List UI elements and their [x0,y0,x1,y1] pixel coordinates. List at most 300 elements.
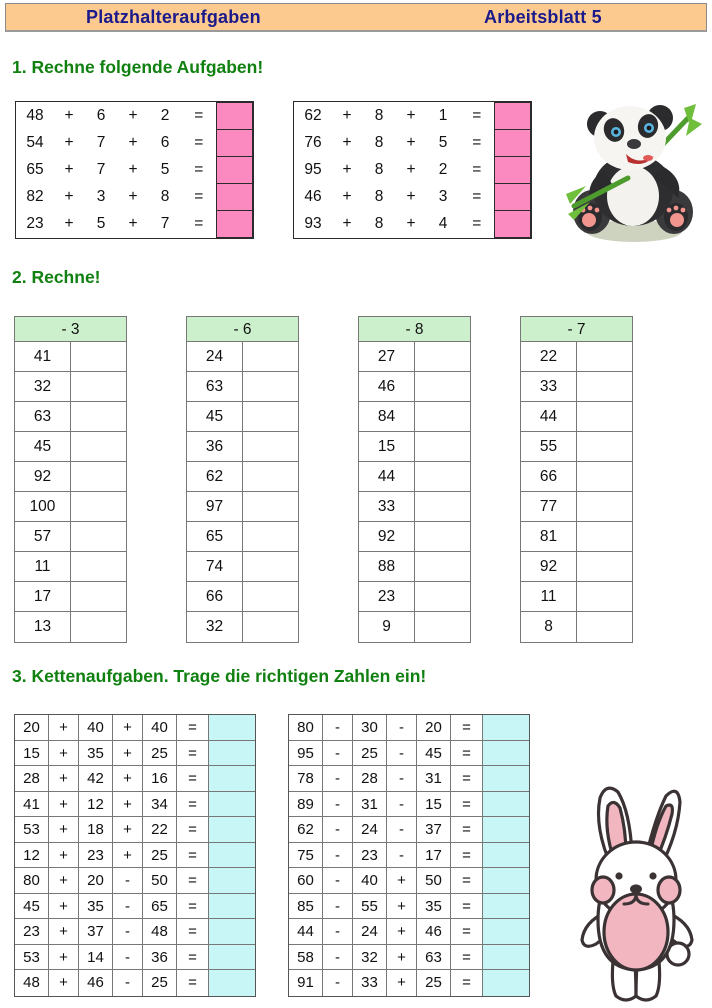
answer-cell[interactable] [494,184,530,211]
operator-2: + [387,894,417,919]
answer-cell[interactable] [216,103,252,130]
operand-b: 32 [353,945,387,970]
operator-2: + [406,134,416,151]
operand-value: 44 [359,462,415,491]
answer-cell[interactable] [577,372,632,401]
operand-value: 11 [15,552,71,581]
answer-cell[interactable] [415,432,470,461]
operand-value: 100 [15,492,71,521]
rabbit-illustration [562,772,710,1008]
operator-1: - [323,919,353,944]
equals-sign: = [451,945,483,970]
table-row [16,184,252,211]
equals-sign: = [451,715,483,740]
answer-cell[interactable] [483,741,529,766]
equals-sign: = [177,843,209,868]
operand-b: 24 [353,817,387,842]
exercise-2-column-2 [186,316,299,643]
operator-2: - [113,919,143,944]
answer-cell[interactable] [243,342,298,371]
answer-cell[interactable] [71,492,126,521]
operand-value: 45 [15,432,71,461]
table-row [521,402,632,432]
table-row [187,492,298,522]
table-row [187,552,298,582]
worksheet-number: Arbeitsblatt 5 [484,7,602,27]
table-row [15,522,126,552]
answer-cell[interactable] [577,462,632,491]
table-row [294,157,530,184]
table-row [289,945,529,971]
operand-c: 5 [438,134,448,151]
operand-c: 16 [143,766,177,791]
exercise-1-heading: 1. Rechne folgende Aufgaben! [12,57,264,77]
answer-cell[interactable] [243,522,298,551]
operand-c: 37 [417,817,451,842]
table-row [521,492,632,522]
operand-b: 12 [79,792,113,817]
answer-cell[interactable] [483,868,529,893]
answer-cell[interactable] [415,342,470,371]
answer-cell[interactable] [494,130,530,157]
operand-value: 66 [187,582,243,611]
operand-value: 92 [521,552,577,581]
table-row [15,741,255,767]
answer-cell[interactable] [209,945,255,970]
operand-value: 62 [187,462,243,491]
operand-value: 46 [359,372,415,401]
table-row [15,402,126,432]
answer-cell[interactable] [577,402,632,431]
operand-value: 92 [15,462,71,491]
operand-value: 32 [15,372,71,401]
answer-cell[interactable] [209,766,255,791]
operand-b: 31 [353,792,387,817]
answer-cell[interactable] [483,945,529,970]
answer-cell[interactable] [494,157,530,184]
answer-cell[interactable] [216,211,252,238]
answer-cell[interactable] [415,402,470,431]
operator-2: + [113,843,143,868]
operator-1: + [342,215,352,232]
operator-1: - [323,792,353,817]
operand-c: 25 [143,843,177,868]
operand-a: 62 [289,817,323,842]
operand-b: 8 [374,161,384,178]
operand-a: 80 [289,715,323,740]
operator-2: + [113,715,143,740]
operand-c: 25 [417,970,451,996]
table-row [359,612,470,642]
table-row [15,372,126,402]
table-row [16,130,252,157]
operator-2: + [387,945,417,970]
column-header: - 7 [521,317,632,342]
operand-c: 5 [160,161,170,178]
answer-cell[interactable] [577,342,632,371]
operand-value: 24 [187,342,243,371]
operand-c: 45 [417,741,451,766]
answer-cell[interactable] [577,522,632,551]
operator-1: + [49,919,79,944]
answer-cell[interactable] [483,715,529,740]
operator-2: + [128,215,138,232]
answer-cell[interactable] [71,582,126,611]
table-row [16,157,252,184]
table-row [16,103,252,130]
operator-2: - [113,894,143,919]
table-row [521,522,632,552]
answer-cell[interactable] [483,843,529,868]
operand-a: 53 [15,945,49,970]
table-row [15,432,126,462]
operand-a: 58 [289,945,323,970]
operand-value: 32 [187,612,243,642]
answer-cell[interactable] [71,372,126,401]
operator-2: + [387,868,417,893]
operand-b: 7 [96,161,106,178]
table-row [15,843,255,869]
table-row [15,492,126,522]
exercise-1-table-1 [15,101,254,239]
operand-c: 50 [143,868,177,893]
answer-cell[interactable] [415,552,470,581]
operator-2: + [113,817,143,842]
operand-c: 35 [417,894,451,919]
table-row [15,945,255,971]
equals-sign: = [177,894,209,919]
operand-value: 55 [521,432,577,461]
operator-2: - [387,741,417,766]
answer-cell[interactable] [209,741,255,766]
operand-a: 48 [15,970,49,996]
answer-cell[interactable] [71,402,126,431]
table-row [15,582,126,612]
operand-c: 36 [143,945,177,970]
exercise-2-column-3 [358,316,471,643]
operand-a: 80 [15,868,49,893]
answer-cell[interactable] [494,211,530,238]
answer-cell[interactable] [415,492,470,521]
operator-1: + [49,970,79,996]
operand-c: 50 [417,868,451,893]
operand-c: 25 [143,741,177,766]
equals-sign: = [451,843,483,868]
operand-value: 81 [521,522,577,551]
operand-b: 23 [79,843,113,868]
operand-c: 15 [417,792,451,817]
operator-1: - [323,766,353,791]
operator-2: + [387,970,417,996]
operand-b: 35 [79,894,113,919]
answer-cell[interactable] [494,103,530,130]
operand-a: 93 [304,215,322,232]
answer-cell[interactable] [415,372,470,401]
answer-cell[interactable] [415,582,470,611]
equals-sign: = [177,766,209,791]
table-row [294,184,530,211]
operator-2: + [406,215,416,232]
operand-value: 41 [15,342,71,371]
column-header: - 6 [187,317,298,342]
operand-a: 95 [304,161,322,178]
operand-value: 33 [359,492,415,521]
operand-a: 95 [289,741,323,766]
page-title: Platzhalteraufgaben [86,7,261,27]
answer-cell[interactable] [243,552,298,581]
operand-b: 24 [353,919,387,944]
table-row [289,970,529,996]
table-row [521,612,632,642]
answer-cell[interactable] [209,817,255,842]
operand-a: 20 [15,715,49,740]
operator-1: + [342,161,352,178]
equals-sign: = [194,161,204,178]
answer-cell[interactable] [577,582,632,611]
operand-a: 91 [289,970,323,996]
answer-cell[interactable] [243,372,298,401]
operand-b: 8 [374,215,384,232]
operator-2: - [387,792,417,817]
answer-cell[interactable] [71,612,126,642]
column-header: - 8 [359,317,470,342]
operand-value: 36 [187,432,243,461]
answer-cell[interactable] [209,715,255,740]
table-row [187,462,298,492]
equals-sign: = [451,868,483,893]
answer-cell[interactable] [415,462,470,491]
equals-sign: = [177,868,209,893]
operand-value: 11 [521,582,577,611]
answer-cell[interactable] [483,919,529,944]
answer-cell[interactable] [71,342,126,371]
operator-1: - [323,894,353,919]
equals-sign: = [194,134,204,151]
operand-value: 77 [521,492,577,521]
operand-value: 66 [521,462,577,491]
equals-sign: = [177,741,209,766]
table-row [187,582,298,612]
equals-sign: = [451,894,483,919]
table-row [187,432,298,462]
operand-a: 60 [289,868,323,893]
operand-b: 8 [374,107,384,124]
operator-2: + [113,792,143,817]
answer-cell[interactable] [577,612,632,642]
equals-sign: = [451,817,483,842]
operator-1: + [64,215,74,232]
answer-cell[interactable] [243,402,298,431]
operator-2: - [113,868,143,893]
operand-a: 44 [289,919,323,944]
operand-value: 17 [15,582,71,611]
operand-b: 3 [96,188,106,205]
equals-sign: = [451,970,483,996]
operand-a: 78 [289,766,323,791]
operand-a: 23 [15,919,49,944]
equals-sign: = [177,970,209,996]
operand-b: 33 [353,970,387,996]
exercise-1-table-2 [293,101,532,239]
operator-1: + [49,715,79,740]
operator-2: + [113,766,143,791]
answer-cell[interactable] [243,612,298,642]
operator-2: + [128,107,138,124]
operator-1: - [323,715,353,740]
table-row [289,766,529,792]
operand-c: 22 [143,817,177,842]
equals-sign: = [177,919,209,944]
answer-cell[interactable] [209,792,255,817]
operand-c: 2 [160,107,170,124]
operand-a: 82 [26,188,44,205]
operand-c: 8 [160,188,170,205]
operand-c: 63 [417,945,451,970]
table-row [15,817,255,843]
operand-b: 40 [353,868,387,893]
operand-a: 75 [289,843,323,868]
answer-cell[interactable] [209,919,255,944]
table-row [15,462,126,492]
answer-cell[interactable] [577,432,632,461]
answer-cell[interactable] [577,492,632,521]
operand-b: 37 [79,919,113,944]
table-row [521,552,632,582]
operator-1: - [323,945,353,970]
operator-2: + [128,188,138,205]
exercise-3-table-2 [288,714,530,997]
operator-2: + [406,161,416,178]
operator-2: - [113,945,143,970]
operand-b: 18 [79,817,113,842]
operator-1: + [64,188,74,205]
table-row [15,766,255,792]
answer-cell[interactable] [71,432,126,461]
table-row [294,103,530,130]
operator-1: + [342,107,352,124]
exercise-2-heading: 2. Rechne! [12,267,101,287]
exercise-3-heading: 3. Kettenaufgaben. Trage die richtigen Zahlen ein! [12,666,427,686]
operand-value: 63 [187,372,243,401]
answer-cell[interactable] [209,894,255,919]
operand-a: 46 [304,188,322,205]
answer-cell[interactable] [71,522,126,551]
table-row [294,130,530,157]
operand-c: 46 [417,919,451,944]
table-row [359,462,470,492]
operand-value: 27 [359,342,415,371]
operand-value: 13 [15,612,71,642]
operand-b: 6 [96,107,106,124]
answer-cell[interactable] [483,817,529,842]
answer-cell[interactable] [71,552,126,581]
table-row [521,372,632,402]
operand-value: 97 [187,492,243,521]
table-row [187,402,298,432]
table-row [187,612,298,642]
operand-value: 23 [359,582,415,611]
operand-a: 65 [26,161,44,178]
operand-a: 62 [304,107,322,124]
operand-value: 8 [521,612,577,642]
answer-cell[interactable] [71,462,126,491]
exercise-2-column-4 [520,316,633,643]
answer-cell[interactable] [209,970,255,996]
operator-2: - [387,817,417,842]
operand-value: 57 [15,522,71,551]
operator-1: + [342,134,352,151]
answer-cell[interactable] [415,612,470,642]
equals-sign: = [472,161,482,178]
operator-1: + [49,945,79,970]
operand-a: 12 [15,843,49,868]
operator-2: - [387,843,417,868]
table-row [16,211,252,238]
answer-cell[interactable] [216,157,252,184]
table-row [289,792,529,818]
answer-cell[interactable] [483,894,529,919]
equals-sign: = [451,766,483,791]
exercise-2-column-1 [14,316,127,643]
table-row [289,817,529,843]
operand-c: 6 [160,134,170,151]
table-row [187,372,298,402]
table-row [289,715,529,741]
equals-sign: = [177,817,209,842]
operator-1: + [49,792,79,817]
answer-cell[interactable] [577,552,632,581]
equals-sign: = [472,188,482,205]
operator-2: - [387,766,417,791]
equals-sign: = [194,215,204,232]
operand-c: 1 [438,107,448,124]
equals-sign: = [177,792,209,817]
answer-cell[interactable] [209,868,255,893]
operand-a: 41 [15,792,49,817]
operator-1: + [64,134,74,151]
answer-cell[interactable] [483,970,529,996]
table-row [521,582,632,612]
answer-cell[interactable] [209,843,255,868]
answer-cell[interactable] [243,492,298,521]
answer-cell[interactable] [243,462,298,491]
operand-b: 7 [96,134,106,151]
answer-cell[interactable] [415,522,470,551]
operand-a: 23 [26,215,44,232]
equals-sign: = [451,792,483,817]
table-row [359,522,470,552]
answer-cell[interactable] [243,432,298,461]
table-row [15,552,126,582]
operand-c: 25 [143,970,177,996]
operand-c: 34 [143,792,177,817]
operator-1: - [323,741,353,766]
answer-cell[interactable] [243,582,298,611]
table-row [187,522,298,552]
operator-1: + [49,817,79,842]
answer-cell[interactable] [216,130,252,157]
answer-cell[interactable] [483,792,529,817]
operator-1: + [49,741,79,766]
table-row [15,792,255,818]
operand-b: 55 [353,894,387,919]
answer-cell[interactable] [216,184,252,211]
operand-value: 9 [359,612,415,642]
operator-1: + [64,107,74,124]
operand-b: 14 [79,945,113,970]
table-row [15,970,255,996]
answer-cell[interactable] [483,766,529,791]
